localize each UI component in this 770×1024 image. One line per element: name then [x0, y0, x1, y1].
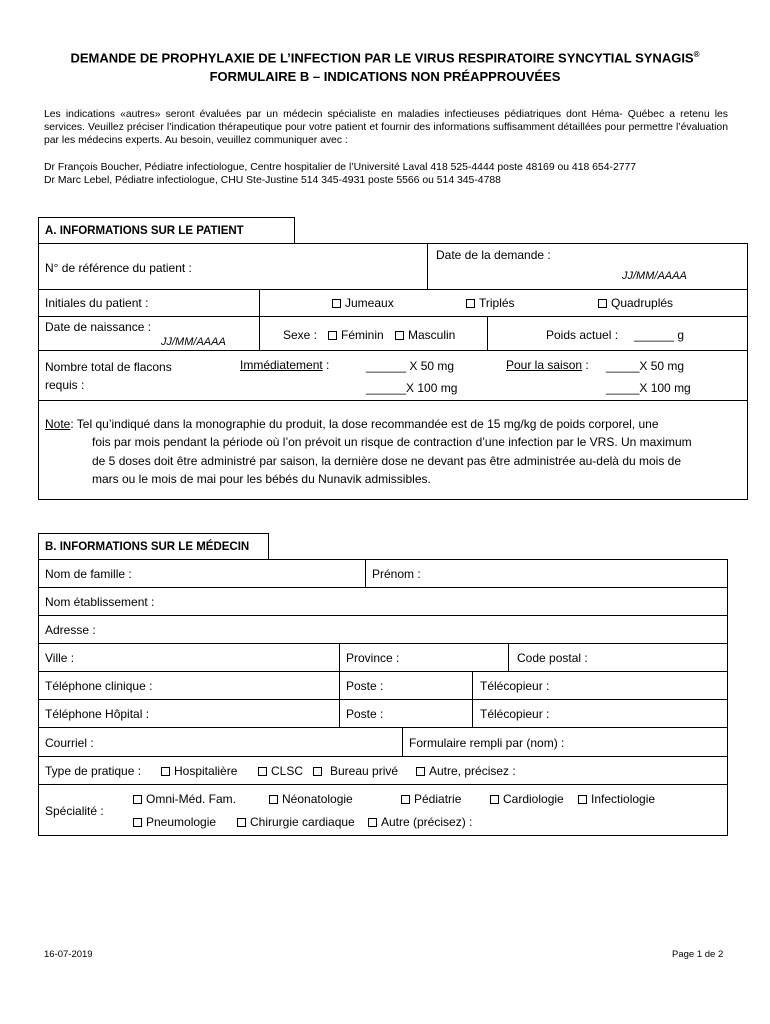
- birth-date-field[interactable]: Date de naissance : JJ/MM/AAAA: [38, 316, 260, 351]
- institution-field[interactable]: Nom établissement :: [38, 587, 728, 616]
- address-field[interactable]: Adresse :: [38, 615, 728, 644]
- immediate-50mg[interactable]: ______ X 50 mg: [366, 359, 455, 373]
- footer-page-number: Page 1 de 2: [672, 949, 724, 960]
- initials-field[interactable]: Initiales du patient :: [38, 289, 260, 317]
- season-100mg[interactable]: _____X 100 mg: [606, 381, 691, 395]
- city-field[interactable]: Ville :: [38, 643, 340, 672]
- patient-ref-field[interactable]: N° de référence du patient :: [38, 243, 428, 290]
- sex-row: Sexe : Féminin Masculin: [259, 316, 488, 351]
- form-subtitle: FORMULAIRE B – INDICATIONS NON PRÉAPPROUVÉES: [209, 69, 561, 84]
- practice-hospital-checkbox[interactable]: Hospitalière: [161, 764, 237, 778]
- practice-other-checkbox[interactable]: Autre, précisez :: [416, 764, 516, 778]
- contact-lebel: Dr Marc Lebel, Pédiatre infectiologue, CHU Ste-Justine 514 345-4931 poste 5566 ou 514 345-4788: [44, 175, 501, 186]
- multiples-row: [259, 289, 748, 317]
- clinic-phone-field[interactable]: Téléphone clinique :: [38, 671, 340, 700]
- season-50mg[interactable]: _____X 50 mg: [606, 359, 685, 373]
- dose-note: Note: Tel qu’indiqué dans la monographie du produit, la dose recommandée est de 15 mg/kg de poids corporel, une fois par mois pendant la période où l’on prévoit un risque de contraction d’une infection par le VRS. Un maximum de 5 doses doit être administré par saison, la dernière dose ne devant pas être administrée au-delà du mois de mars ou le mois de mai pour les bébés du Nunavik admissibles.: [38, 400, 748, 500]
- first-name-field[interactable]: Prénom :: [365, 559, 728, 588]
- triplets-checkbox[interactable]: Triplés: [466, 296, 515, 310]
- season-label: Pour la saison: [506, 358, 583, 372]
- spec-cardiology-checkbox[interactable]: Cardiologie: [490, 792, 564, 806]
- immediate-label: Immédiatement: [240, 358, 323, 372]
- postal-code-field[interactable]: Code postal :: [508, 643, 728, 672]
- email-field[interactable]: Courriel :: [38, 727, 403, 757]
- practice-type-row: Type de pratique : Hospitalière CLSC Bureau privé Autre, précisez :: [38, 756, 728, 785]
- section-a-heading: A. INFORMATIONS SUR LE PATIENT: [38, 217, 295, 244]
- quadruplets-checkbox[interactable]: Quadruplés: [598, 296, 673, 310]
- request-date-field[interactable]: Date de la demande : JJ/MM/AAAA: [427, 243, 748, 290]
- footer-date: 16-07-2019: [44, 949, 93, 960]
- practice-private-checkbox[interactable]: Bureau privé: [313, 764, 398, 778]
- male-checkbox[interactable]: Masculin: [395, 328, 455, 342]
- spec-infectiology-checkbox[interactable]: Infectiologie: [578, 792, 655, 806]
- twins-checkbox[interactable]: Jumeaux: [332, 296, 394, 310]
- contact-boucher: Dr François Boucher, Pédiatre infectiologue, Centre hospitalier de l’Université Laval 418 525-4444 poste 48169 ou 418 654-2777: [44, 162, 637, 173]
- filled-by-field[interactable]: Formulaire rempli par (nom) :: [402, 727, 728, 757]
- spec-pneumology-checkbox[interactable]: Pneumologie: [133, 815, 216, 829]
- clinic-ext-field[interactable]: Poste :: [339, 671, 473, 700]
- hospital-phone-field[interactable]: Téléphone Hôpital :: [38, 699, 340, 728]
- hospital-ext-field[interactable]: Poste :: [339, 699, 473, 728]
- spec-neonatology-checkbox[interactable]: Néonatologie: [269, 792, 353, 806]
- hospital-fax-field[interactable]: Télécopieur :: [472, 699, 728, 728]
- practice-clsc-checkbox[interactable]: CLSC: [258, 764, 303, 778]
- spec-omni-checkbox[interactable]: Omni-Méd. Fam.: [133, 792, 236, 806]
- intro-paragraph: Les indications «autres» seront évaluées par un médecin spécialiste en maladies infectieuses pédiatriques dont Héma- Québec a retenu les services. Veuillez préciser l’indication thérapeutique pour votre patient et fournir des informations suffisamment détaillées pour permettre l’évaluation par les médecins experts. Au besoin, veuillez communiquer avec :: [44, 109, 728, 146]
- immediate-100mg[interactable]: ______X 100 mg: [366, 381, 458, 395]
- province-field[interactable]: Province :: [339, 643, 509, 672]
- form-title: DEMANDE DE PROPHYLAXIE DE L’INFECTION PAR LE VIRUS RESPIRATOIRE SYNCYTIAL SYNAGIS®: [70, 50, 700, 66]
- specialty-row: Spécialité : Omni-Méd. Fam. Néonatologie Pédiatrie Cardiologie Infectiologie Pneumologie Chirurgie cardiaque Autre (précisez) :: [38, 784, 728, 836]
- section-b-heading: B. INFORMATIONS SUR LE MÉDECIN: [38, 533, 269, 560]
- vials-row: Nombre total de flacons requis : Immédiatement : ______ X 50 mg ______X 100 mg Pour la saison : _____X 50 mg _____X 100 mg: [38, 350, 748, 401]
- clinic-fax-field[interactable]: Télécopieur :: [472, 671, 728, 700]
- spec-other-checkbox[interactable]: Autre (précisez) :: [368, 815, 472, 829]
- weight-field[interactable]: Poids actuel : ______ g: [487, 316, 748, 351]
- female-checkbox[interactable]: Féminin: [328, 328, 384, 342]
- last-name-field[interactable]: Nom de famille :: [38, 559, 366, 588]
- spec-cardiac-surgery-checkbox[interactable]: Chirurgie cardiaque: [237, 815, 355, 829]
- spec-pediatrics-checkbox[interactable]: Pédiatrie: [401, 792, 461, 806]
